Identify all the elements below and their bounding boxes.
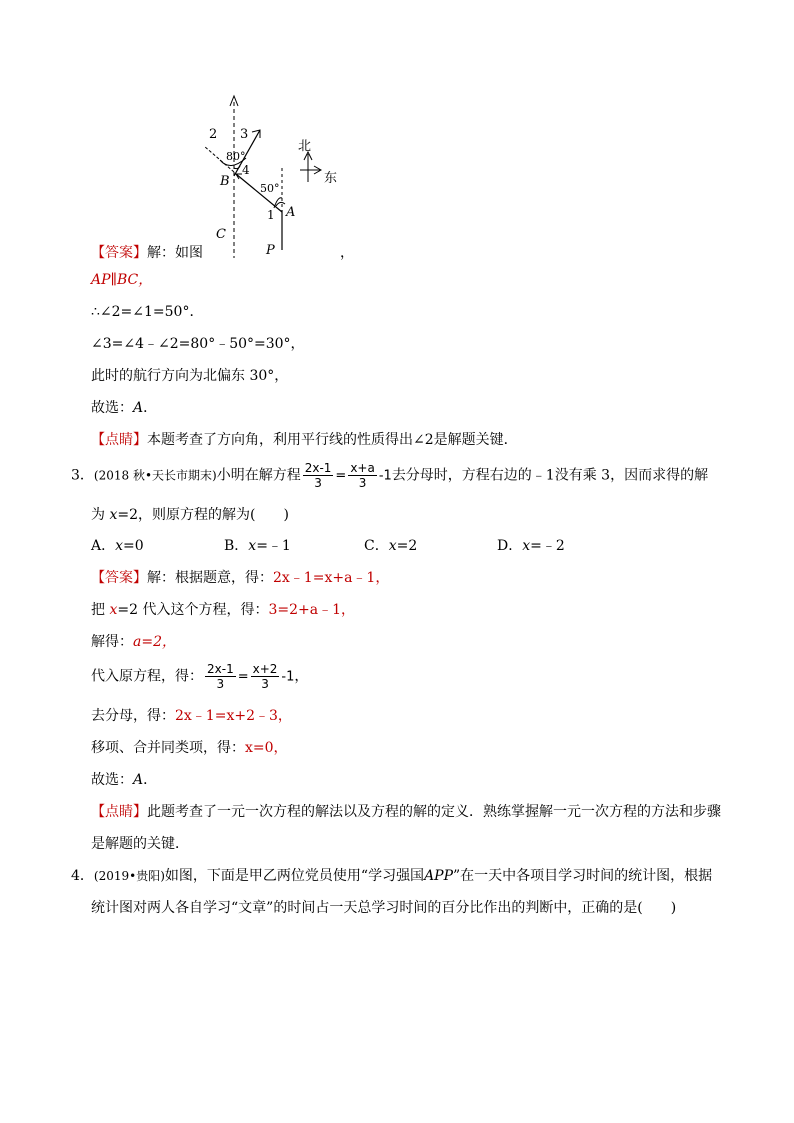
- q3-stem-a: 小明在解方程: [216, 467, 301, 484]
- answer-text: 解：根据题意，得：: [147, 570, 273, 586]
- q3-minus-one: -1: [378, 468, 392, 484]
- answer-equation: 3=2+a﹣1，: [268, 602, 355, 618]
- q3-option-a[interactable]: [91, 536, 144, 556]
- q3-answer-line-5: [91, 706, 292, 726]
- answer-fraction-2: [251, 662, 280, 691]
- answer-equation: a=2，: [133, 634, 176, 650]
- q3-answer-line-3: [91, 632, 176, 652]
- choose-prefix: 故选：: [91, 772, 133, 788]
- q4-stem-line-2: 统计图对两人各自学习“文章”的时间占一天总学习时间的百分比作出的判断中，正确的是( ): [91, 900, 677, 916]
- q3-equals: =: [335, 468, 347, 484]
- fraction-denominator: 3: [314, 476, 322, 490]
- q3-fraction-2: [348, 461, 377, 490]
- choose-prefix: 故选：: [91, 400, 133, 416]
- q4-stem-a: 如图，下面是甲乙两位党员使用“学习强国: [164, 868, 425, 884]
- answer-text: 移项、合并同类项，得：: [91, 740, 245, 756]
- q3-answer-line-4: [91, 662, 308, 691]
- label-2: 2: [209, 127, 218, 142]
- q3-stem-line-1: [71, 461, 708, 490]
- label-1: 1: [267, 208, 275, 222]
- q3-answer-line-7: [91, 770, 157, 790]
- choice-letter: A: [133, 400, 144, 416]
- q2-line-3: ∠3=∠4﹣∠2=80°﹣50°=30°，: [91, 336, 305, 352]
- q3-option-c[interactable]: [364, 536, 417, 556]
- label-c: C: [216, 227, 226, 242]
- choice-letter: A: [133, 772, 144, 788]
- answer-equation: 2x﹣1=x+a﹣1，: [273, 570, 390, 586]
- q3-stem-c-pre: 为: [91, 507, 110, 523]
- answer-text: 去分母，得：: [91, 708, 175, 724]
- q3-fraction-1: [303, 461, 334, 490]
- q3-answer-line-1: [91, 568, 389, 588]
- q4-app: APP: [424, 868, 454, 884]
- fraction-denominator: 3: [358, 476, 367, 490]
- answer-tag: 【答案】: [91, 245, 147, 261]
- answer-text: 解得：: [91, 634, 133, 650]
- label-3: 3: [240, 127, 249, 142]
- q3-stem-var: x: [109, 507, 118, 523]
- q2-line-2: ∴∠2=∠1=50°．: [91, 304, 204, 320]
- answer-equation: x=0，: [245, 740, 288, 756]
- q4-source: (2019•贵阳): [93, 869, 165, 883]
- q4-stem-b: ”在一天中各项目学习时间的统计图，根据: [453, 868, 713, 884]
- option-letter: A．: [91, 538, 116, 554]
- option-letter: B．: [224, 538, 249, 554]
- q2-answer-comma: ，: [340, 245, 354, 261]
- q2-line-4: 此时的航行方向为北偏东 30°，: [91, 368, 289, 384]
- option-var: x: [248, 538, 257, 554]
- fraction-numerator: 2x-1: [207, 662, 234, 676]
- option-letter: C．: [364, 538, 389, 554]
- label-4: 4: [242, 163, 250, 177]
- answer-text: 把: [91, 602, 110, 618]
- option-var: x: [522, 538, 531, 554]
- answer-text: 解：如图: [147, 245, 203, 261]
- q3-option-b[interactable]: [224, 536, 291, 556]
- q4-stem-line-1: [71, 866, 712, 886]
- fraction-numerator: x+a: [350, 461, 375, 475]
- fraction-denominator: 3: [216, 677, 225, 691]
- label-80: 80°: [226, 150, 246, 163]
- q2-tip: [91, 430, 518, 450]
- answer-equals: =: [237, 669, 249, 685]
- q4-number: 4．: [71, 868, 94, 884]
- q3-stem-b: 去分母时，方程右边的﹣1没有乘 3，因而求得的解: [391, 467, 709, 484]
- q3-number: 3．: [71, 467, 94, 484]
- option-value: =﹣1: [256, 538, 291, 554]
- answer-fraction-1: [205, 662, 236, 691]
- q3-stem-line-2: [91, 505, 289, 525]
- compass-east-label: 东: [324, 171, 338, 186]
- fraction-numerator: x+2: [252, 662, 278, 676]
- choose-suffix: ．: [143, 772, 158, 788]
- angle-arc-1: [276, 202, 285, 206]
- option-letter: D．: [497, 538, 523, 554]
- tip-tag: 【点睛】: [91, 804, 147, 820]
- tip-text: 本题考查了方向角，利用平行线的性质得出∠2是解题关键．: [147, 432, 518, 448]
- answer-comma: ，: [294, 668, 309, 685]
- q3-option-d[interactable]: [497, 536, 565, 556]
- direction-angle-figure: [190, 88, 350, 263]
- label-b: B: [220, 174, 230, 189]
- q3-answer-line-2: [91, 600, 355, 620]
- answer-minus-one: -1: [281, 669, 295, 685]
- option-var: x: [115, 538, 124, 554]
- option-var: x: [388, 538, 397, 554]
- option-value: =2: [396, 538, 418, 554]
- q2-answer-line: [91, 243, 203, 263]
- label-a: A: [286, 205, 296, 220]
- q3-stem-c-post: =2，则原方程的解为( ): [117, 507, 289, 523]
- q3-tip-line-2: 是解题的关键．: [91, 836, 189, 852]
- option-value: =0: [123, 538, 144, 554]
- compass-north-label: 北: [298, 139, 312, 154]
- answer-equation: 2x﹣1=x+2﹣3，: [175, 708, 292, 724]
- answer-var: x: [109, 602, 118, 618]
- answer-text: 代入原方程，得：: [91, 668, 203, 685]
- tip-text: 此题考查了一元一次方程的解法以及方程的解的定义．熟练掌握解一元一次方程的方法和步骤: [147, 804, 721, 820]
- q3-answer-line-6: [91, 738, 288, 758]
- tip-tag: 【点睛】: [91, 432, 147, 448]
- label-p: P: [266, 243, 275, 258]
- fraction-numerator: 2x-1: [304, 461, 332, 475]
- q2-line-5: [91, 398, 157, 418]
- fraction-denominator: 3: [261, 677, 269, 691]
- q2-line-1: AP∥BC，: [91, 272, 153, 288]
- label-50: 50°: [260, 182, 280, 195]
- answer-tag: 【答案】: [91, 570, 147, 586]
- answer-text-mid: =2 代入这个方程，得：: [117, 602, 269, 618]
- q3-source: (2018 秋•天长市期末): [93, 468, 217, 483]
- choose-suffix: ．: [143, 400, 158, 416]
- q3-tip-line-1: [91, 802, 721, 822]
- option-value: =﹣2: [530, 538, 565, 554]
